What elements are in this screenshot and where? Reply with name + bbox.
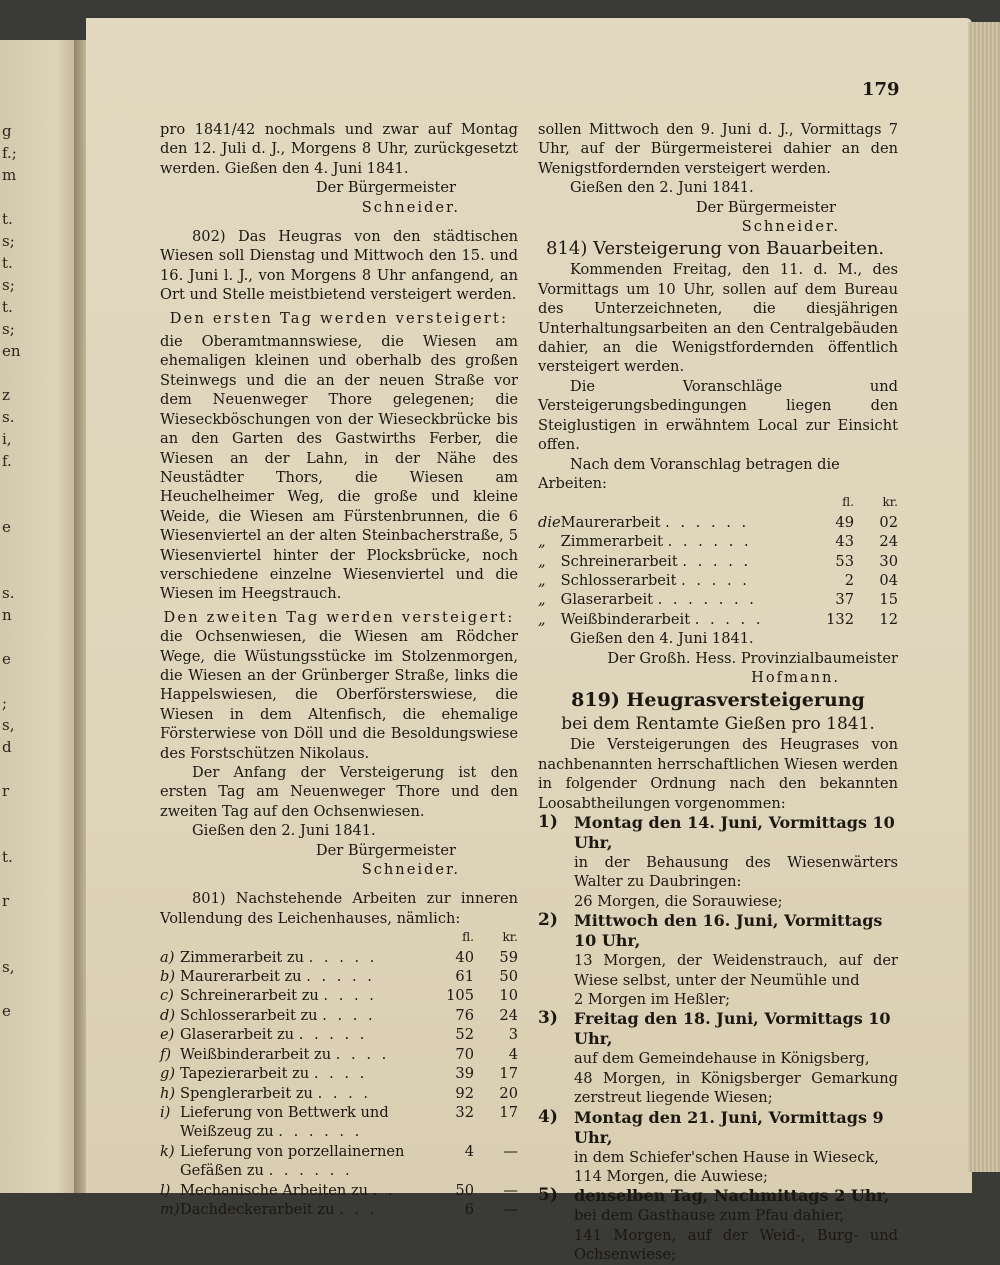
amount-kr: 12 bbox=[879, 610, 898, 628]
work-name: Glaserarbeit bbox=[560, 591, 653, 609]
left-column bbox=[160, 120, 518, 1219]
entry-detail: 26 Morgen, die Sorauwiese; bbox=[574, 892, 783, 910]
notice-continuation: sollen Mittwoch den 9. Juni d. J., Vormittags 7 Uhr, auf der Bürgermeisterei dahier an den Wenigstfordernden versteigert werden. bbox=[538, 121, 898, 177]
work-name: Zimmerarbeit zu bbox=[180, 948, 305, 966]
leader-dots: . . . bbox=[339, 1200, 378, 1218]
schedule-entry bbox=[538, 1009, 898, 1107]
left-edge-char bbox=[2, 1088, 22, 1110]
notice-819-body: Die Versteigerungen des Heugrases von nachbenannten herrschaftlichen Wiesen werden in folgender Ordnung nach den bekannten Loosabtheilungen vorgenommen: bbox=[538, 736, 898, 812]
left-edge-char: t. bbox=[2, 848, 13, 866]
amount-fl: 32 bbox=[455, 1103, 474, 1121]
work-name: Maurerarbeit bbox=[560, 513, 661, 531]
left-edge-char bbox=[2, 362, 22, 384]
work-description bbox=[180, 1084, 430, 1103]
work-row bbox=[160, 1142, 518, 1181]
leader-dots: . . . . . bbox=[682, 552, 752, 570]
amount-kr: 30 bbox=[879, 552, 898, 570]
left-edge-char: t. bbox=[2, 210, 13, 228]
entry-body bbox=[574, 1009, 898, 1107]
work-row bbox=[160, 1200, 518, 1219]
notice-801: 801) Nachstehende Arbeiten zur inneren Vollendung des Leichenhauses, nämlich: bbox=[160, 890, 518, 927]
left-edge-char: g bbox=[2, 122, 12, 140]
signature-title: Der Bürgermeister bbox=[695, 198, 836, 216]
entry-body bbox=[574, 1108, 898, 1187]
leader-dots: . . . . . bbox=[308, 948, 378, 966]
work-name: Schlosserarbeit zu bbox=[180, 1006, 318, 1024]
work-row bbox=[538, 532, 898, 551]
entry-detail: 2 Morgen im Heßler; bbox=[574, 991, 731, 1009]
amount-kr: 02 bbox=[879, 513, 898, 531]
work-row bbox=[160, 1045, 518, 1064]
work-name: Weißbinderarbeit zu bbox=[180, 1045, 332, 1063]
leader-dots: . . . . bbox=[323, 987, 377, 1005]
left-edge-char bbox=[2, 560, 22, 582]
notice-814-date: Gießen den 4. Juni 1841. bbox=[570, 630, 754, 648]
left-edge-char bbox=[2, 538, 22, 560]
entry-date: Mittwoch den 16. Juni, Vormittags 10 Uhr, bbox=[574, 911, 883, 951]
entry-location: bei dem Gasthause zum Pfau dahier, bbox=[574, 1207, 844, 1225]
work-name: Dachdeckerarbeit zu bbox=[180, 1200, 335, 1218]
notice-819-heading: 819) Heugrasversteigerung bbox=[571, 689, 865, 712]
left-edge-char: z bbox=[2, 386, 10, 404]
work-row bbox=[160, 1006, 518, 1025]
left-edge-char bbox=[2, 1044, 22, 1066]
entry-body bbox=[574, 1186, 898, 1264]
signature-title: Der Bürgermeister bbox=[315, 179, 456, 197]
signature-name: Schneider. bbox=[361, 198, 460, 216]
work-description bbox=[561, 532, 810, 551]
work-name: Glaserarbeit zu bbox=[180, 1026, 295, 1044]
left-edge-char: s, bbox=[2, 716, 15, 734]
amount-kr: — bbox=[503, 1181, 518, 1199]
work-name: Lieferung von porzellainernen Gefäßen zu bbox=[180, 1142, 405, 1180]
leader-dots: . . . . . . . bbox=[657, 591, 757, 609]
left-edge-char bbox=[2, 1066, 22, 1088]
left-edge-char: s; bbox=[2, 232, 15, 250]
work-description bbox=[561, 590, 810, 609]
work-label: k) bbox=[160, 1142, 175, 1160]
amount-kr: 24 bbox=[879, 533, 898, 551]
left-edge-char: r bbox=[2, 892, 10, 910]
work-description bbox=[180, 1142, 430, 1181]
notice-814-heading: 814) Versteigerung von Bauarbeiten. bbox=[546, 238, 885, 260]
work-row bbox=[160, 1181, 518, 1200]
amount-kr: 17 bbox=[499, 1065, 518, 1083]
work-row bbox=[160, 967, 518, 986]
schedule-entry bbox=[538, 1186, 898, 1264]
leader-dots: . . . . . . bbox=[268, 1162, 353, 1180]
work-prefix: „ bbox=[538, 571, 546, 589]
work-prefix: „ bbox=[538, 533, 546, 551]
entry-date: Montag den 21. Juni, Vormittags 9 Uhr, bbox=[574, 1107, 884, 1147]
amount-kr: 24 bbox=[499, 1006, 518, 1024]
currency-header-kr: kr. bbox=[502, 930, 518, 945]
entry-detail: 114 Morgen, die Auwiese; bbox=[574, 1168, 768, 1186]
work-description bbox=[180, 1045, 430, 1064]
work-row bbox=[160, 1025, 518, 1044]
amount-fl: 50 bbox=[455, 1181, 474, 1199]
leader-dots: . . . . bbox=[335, 1045, 390, 1063]
work-label: l) bbox=[160, 1181, 171, 1199]
left-edge-char bbox=[2, 868, 22, 890]
leader-dots: . . . . . . bbox=[278, 1123, 363, 1141]
work-description bbox=[561, 513, 810, 532]
work-prefix: „ bbox=[538, 591, 546, 609]
entry-location: auf dem Gemeindehause in Königsberg, bbox=[574, 1050, 870, 1068]
notice-802-date: Gießen den 2. Juni 1841. bbox=[192, 822, 376, 840]
amount-kr: — bbox=[503, 1142, 518, 1160]
work-label: g) bbox=[160, 1065, 176, 1083]
work-label: c) bbox=[160, 987, 174, 1005]
work-description bbox=[180, 1025, 430, 1044]
schedule-entry bbox=[538, 1108, 898, 1187]
amount-kr: 50 bbox=[499, 968, 518, 986]
signature-name: Hofmann. bbox=[751, 668, 840, 686]
left-edge-char bbox=[2, 1022, 22, 1044]
amount-kr: 59 bbox=[499, 948, 518, 966]
leader-dots: . . . . bbox=[322, 1006, 376, 1024]
work-name: Tapezierarbeit zu bbox=[180, 1065, 310, 1083]
left-edge-char: e bbox=[2, 650, 11, 668]
amount-fl: 39 bbox=[455, 1065, 474, 1083]
work-description bbox=[561, 571, 810, 590]
amount-fl: 2 bbox=[844, 571, 854, 589]
signature-title: Der Bürgermeister bbox=[315, 841, 456, 859]
work-row bbox=[538, 552, 898, 571]
signature-name: Schneider. bbox=[741, 218, 840, 236]
work-name: Maurerarbeit zu bbox=[180, 968, 302, 986]
amount-kr: 4 bbox=[508, 1045, 518, 1063]
entry-location: 13 Morgen, der Weidenstrauch, auf der Wiese selbst, unter der Neumühle und bbox=[574, 952, 898, 989]
amount-kr: 10 bbox=[499, 987, 518, 1005]
left-edge-char: n bbox=[2, 606, 12, 624]
work-label: i) bbox=[160, 1103, 171, 1121]
entry-number: 5) bbox=[538, 1185, 558, 1206]
left-edge-char: ; bbox=[2, 694, 8, 712]
page-stack-edge bbox=[968, 22, 1000, 1172]
work-prefix: „ bbox=[538, 610, 546, 628]
left-edge-char bbox=[2, 802, 22, 824]
notice-814-conditions: Die Voranschläge und Versteigerungsbedingungen liegen den Steiglustigen in erwähntem Local zur Einsicht offen. bbox=[538, 377, 898, 454]
work-label: d) bbox=[160, 1006, 176, 1024]
amount-fl: 52 bbox=[455, 1026, 474, 1044]
work-name: Weißbinderarbeit bbox=[560, 610, 691, 628]
left-edge-char: s; bbox=[2, 276, 15, 294]
entry-location: in der Behausung des Wiesenwärters Walter zu Daubringen: bbox=[574, 854, 898, 891]
leader-dots: . . . . . bbox=[681, 571, 750, 589]
amount-fl: 37 bbox=[835, 591, 854, 609]
work-name: Schreinerarbeit bbox=[560, 552, 678, 570]
left-edge-char: s, bbox=[2, 958, 15, 976]
left-edge-char: t. bbox=[2, 298, 13, 316]
notice-814-body: Kommenden Freitag, den 11. d. M., des Vormittags um 10 Uhr, sollen auf dem Bureau des Unterzeichneten, die diesjährigen Unterhaltungsarbeiten an den Centralgebäuden dahier, an die Wenigstfordernden öffentlich versteigert werden. bbox=[538, 261, 898, 376]
works-table-801 bbox=[160, 928, 518, 1219]
left-edge-char: f. bbox=[2, 452, 12, 470]
work-row bbox=[160, 948, 518, 967]
amount-fl: 76 bbox=[455, 1006, 474, 1024]
schedule-entry bbox=[538, 813, 898, 911]
left-edge-char bbox=[2, 186, 22, 208]
entry-detail: 48 Morgen, in Königsberger Gemarkung zerstreut liegende Wiesen; bbox=[574, 1069, 898, 1107]
left-edge-char: t. bbox=[2, 254, 13, 272]
works-table-814 bbox=[538, 493, 898, 629]
amount-kr: 20 bbox=[499, 1084, 518, 1102]
leader-dots: . . . . . bbox=[694, 610, 764, 628]
work-label: a) bbox=[160, 948, 175, 966]
signature-title: Der Großh. Hess. Provinzialbaumeister bbox=[607, 649, 898, 667]
amount-kr: — bbox=[503, 1200, 518, 1218]
leader-dots: . . . . . bbox=[298, 1026, 368, 1044]
left-page-edge bbox=[0, 40, 80, 1193]
entry-number: 4) bbox=[538, 1106, 558, 1127]
work-label: f) bbox=[160, 1045, 172, 1063]
amount-fl: 70 bbox=[455, 1045, 474, 1063]
amount-fl: 40 bbox=[455, 948, 474, 966]
left-edge-char: s. bbox=[2, 408, 15, 426]
amount-kr: 17 bbox=[499, 1103, 518, 1121]
left-edge-char bbox=[2, 494, 22, 516]
amount-fl: 105 bbox=[446, 987, 474, 1005]
left-edge-char bbox=[2, 824, 22, 846]
notice-continuation: pro 1841/42 nochmals und zwar auf Montag den 12. Juli d. J., Morgens 8 Uhr, zurückgesetzt werden. Gießen den 4. Juni 1841. bbox=[160, 121, 518, 177]
amount-fl: 43 bbox=[835, 533, 854, 551]
entry-location: in dem Schiefer'schen Hause in Wieseck, bbox=[574, 1148, 879, 1166]
amount-fl: 61 bbox=[455, 968, 474, 986]
notice-802-day2-list: die Ochsenwiesen, die Wiesen am Rödcher Wege, die Wüstungsstücke im Stolzenmorgen, die Wiesen an der Grünberger Straße, links die Happelswiesen, die Oberförsterswiese, die Wiesen in dem Altenfisch, die ehemalige Försterwiese von Döll und die Besoldungswiese des Forstschützen Nikolaus. bbox=[160, 628, 518, 762]
left-edge-char: e bbox=[2, 518, 11, 536]
work-description bbox=[180, 1006, 430, 1025]
amount-fl: 92 bbox=[455, 1084, 474, 1102]
notice-819-subheading: bei dem Rentamte Gießen pro 1841. bbox=[561, 714, 875, 735]
work-description bbox=[180, 1103, 430, 1142]
left-edge-char bbox=[2, 758, 22, 780]
work-row bbox=[538, 571, 898, 590]
leader-dots: . . . . . . bbox=[665, 513, 750, 531]
left-edge-char bbox=[2, 912, 22, 934]
work-name: Lieferung von Bettwerk und Weißzeug zu bbox=[180, 1103, 389, 1141]
left-edge-char: s. bbox=[2, 584, 15, 602]
left-edge-char bbox=[2, 1198, 22, 1220]
work-description bbox=[180, 986, 430, 1005]
amount-fl: 49 bbox=[835, 513, 854, 531]
amount-fl: 6 bbox=[464, 1200, 474, 1218]
amount-kr: 3 bbox=[508, 1026, 518, 1044]
notice-802-day1-list: die Oberamtmannswiese, die Wiesen am ehemaligen kleinen und oberhalb des großen Steinwegs und die an der neuen Straße vor dem Neuenweger Thore gelegenen; die Wieseckböschungen von der Wieseckbrücke bis an den Garten des Gastwirths Ferber, die Wiesen an der Lahn, in der Nähe des Neustädter Thors, die Wiesen am Heuchelheimer Weg, die große und kleine Weide, die Wiesen am Fürstenbrunnen, die 6 Wiesenviertel an der alten Steinbacherstraße, 5 Wiesenviertel hinter der Plocksbrücke, noch verschiedene einzelne Wiesenviertel und die Wiesen im Heegstrauch. bbox=[160, 333, 518, 603]
work-label: e) bbox=[160, 1026, 175, 1044]
work-description bbox=[561, 610, 810, 629]
left-edge-char: r bbox=[2, 782, 10, 800]
left-edge-char: e bbox=[2, 1002, 11, 1020]
leader-dots: . . . . bbox=[317, 1084, 372, 1102]
work-name: Schlosserarbeit bbox=[560, 571, 677, 589]
work-row bbox=[538, 610, 898, 629]
leader-dots: . . . . . bbox=[306, 968, 375, 986]
entry-body bbox=[574, 813, 898, 911]
work-name: Mechanische Arbeiten zu bbox=[180, 1181, 369, 1199]
left-edge-char bbox=[2, 626, 22, 648]
work-description bbox=[180, 1200, 430, 1219]
entry-date: denselben Tag, Nachmittags 2 Uhr, bbox=[574, 1186, 890, 1206]
notice-802-day2-heading: Den zweiten Tag werden versteigert: bbox=[163, 608, 515, 626]
notice-date: Gießen den 2. Juni 1841. bbox=[570, 179, 754, 197]
entry-number: 1) bbox=[538, 812, 558, 832]
left-edge-char bbox=[2, 472, 22, 494]
left-page-cut-text bbox=[2, 120, 22, 1220]
work-description bbox=[180, 1064, 430, 1083]
entry-body bbox=[574, 911, 898, 1009]
work-row bbox=[538, 590, 898, 609]
amount-kr: 15 bbox=[879, 591, 898, 609]
amount-fl: 132 bbox=[826, 610, 854, 628]
amount-kr: 04 bbox=[879, 571, 898, 589]
entry-date: Montag den 14. Juni, Vormittags 10 Uhr, bbox=[574, 813, 895, 852]
work-row bbox=[160, 1084, 518, 1103]
work-row bbox=[160, 1064, 518, 1083]
left-edge-char bbox=[2, 978, 22, 1000]
left-edge-char: s; bbox=[2, 320, 15, 338]
left-edge-char: en bbox=[2, 342, 21, 360]
left-edge-char: i, bbox=[2, 430, 12, 448]
work-prefix: die bbox=[538, 513, 561, 531]
left-edge-char: m bbox=[2, 166, 17, 184]
work-description bbox=[180, 967, 430, 986]
entry-date: Freitag den 18. Juni, Vormittags 10 Uhr, bbox=[574, 1009, 891, 1049]
entry-number: 3) bbox=[538, 1008, 558, 1029]
left-edge-char bbox=[2, 1176, 22, 1198]
amount-fl: 53 bbox=[835, 552, 854, 570]
work-description bbox=[561, 552, 810, 571]
notice-802-day1-heading: Den ersten Tag werden versteigert: bbox=[169, 309, 509, 327]
entry-number: 2) bbox=[538, 910, 558, 931]
work-name: Schreinerarbeit zu bbox=[180, 987, 319, 1005]
left-edge-char bbox=[2, 934, 22, 956]
work-description bbox=[180, 1181, 430, 1200]
schedule-entry bbox=[538, 911, 898, 1009]
notice-814-estimate-intro: Nach dem Voranschlag betragen die Arbeiten: bbox=[538, 455, 840, 492]
left-edge-char bbox=[2, 1154, 22, 1176]
notice-802-start: Der Anfang der Versteigerung ist den ersten Tag am Neuenweger Thore und den zweiten Tag auf den Ochsenwiesen. bbox=[160, 764, 518, 820]
left-edge-char bbox=[2, 1132, 22, 1154]
leader-dots: . . . . . . bbox=[667, 533, 752, 551]
currency-header-kr: kr. bbox=[882, 495, 898, 510]
leader-dots: . . . . bbox=[313, 1065, 368, 1083]
work-row bbox=[538, 513, 898, 532]
right-column bbox=[538, 120, 898, 1265]
amount-fl: 4 bbox=[464, 1142, 474, 1160]
work-name: Zimmerarbeit bbox=[560, 533, 663, 551]
left-edge-char bbox=[2, 670, 22, 692]
left-edge-char: d bbox=[2, 738, 12, 756]
left-edge-char: f.; bbox=[2, 144, 17, 162]
work-row bbox=[160, 986, 518, 1005]
work-label: h) bbox=[160, 1084, 176, 1102]
work-prefix: „ bbox=[538, 552, 546, 570]
notice-802: 802) Das Heugras von den städtischen Wiesen soll Dienstag und Mittwoch den 15. und 16. Juni l. J., von Morgens 8 Uhr anfangend, an Ort und Stelle meistbietend versteigert werden. bbox=[160, 228, 518, 304]
entry-detail: 141 Morgen, auf der Weid-, Burg- und Ochsenwiese; bbox=[574, 1226, 898, 1264]
auction-schedule bbox=[538, 813, 898, 1265]
left-edge-char bbox=[2, 1110, 22, 1132]
work-row bbox=[160, 1103, 518, 1142]
work-description bbox=[180, 948, 430, 967]
page-number: 179 bbox=[862, 79, 900, 100]
signature-name: Schneider. bbox=[361, 861, 460, 879]
currency-header-fl: fl. bbox=[462, 930, 474, 945]
work-label: b) bbox=[160, 968, 176, 986]
work-label: m) bbox=[160, 1200, 180, 1218]
leader-dots: . . bbox=[372, 1181, 396, 1199]
work-name: Spenglerarbeit zu bbox=[180, 1084, 313, 1102]
currency-header-fl: fl. bbox=[842, 495, 854, 510]
